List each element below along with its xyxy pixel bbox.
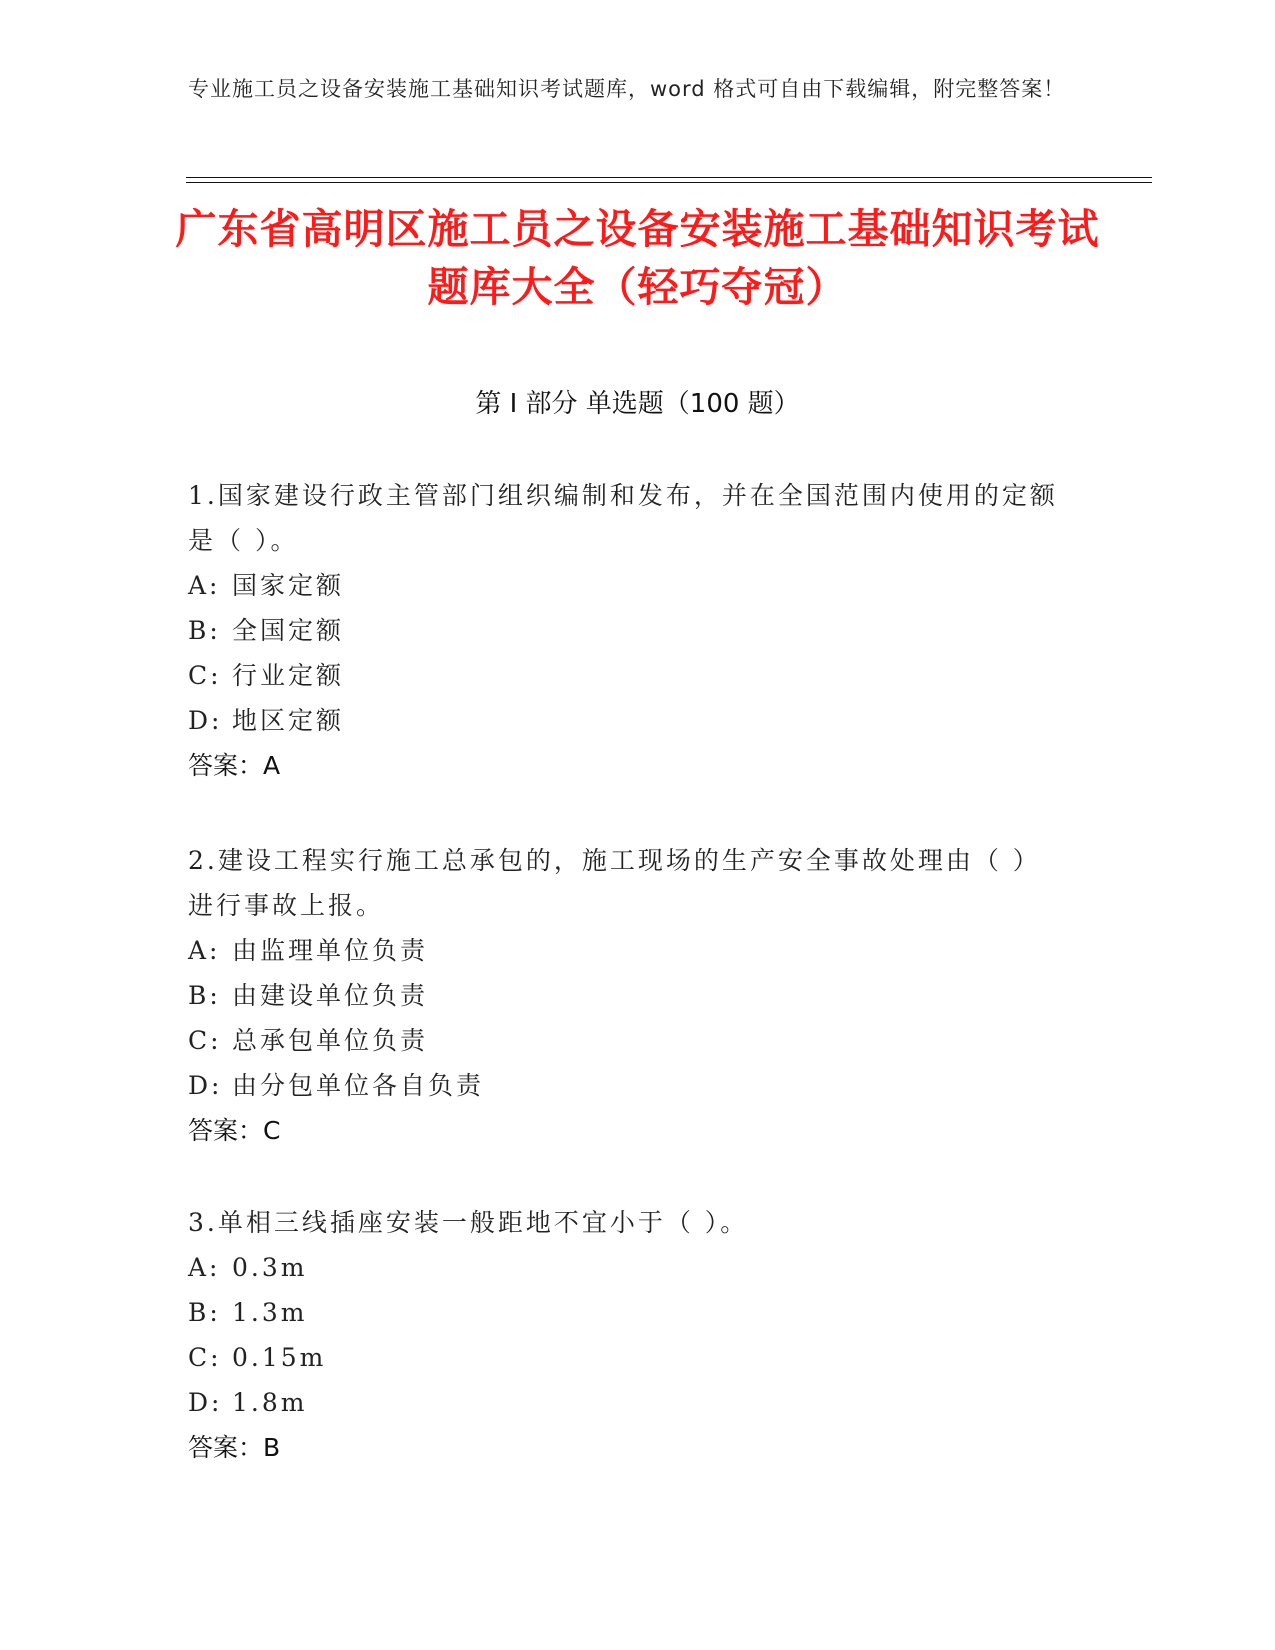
option-key: C:	[188, 1026, 222, 1055]
option-text: 由分包单位各自负责	[232, 1071, 485, 1100]
option-d	[188, 698, 1068, 743]
option-text: 行业定额	[232, 661, 345, 690]
question-1	[188, 473, 1068, 788]
option-key: B:	[188, 1298, 221, 1327]
option-key: D:	[188, 1071, 223, 1100]
option-b	[188, 1290, 1068, 1335]
option-key: B:	[188, 616, 221, 645]
option-text: 总承包单位负责	[232, 1026, 429, 1055]
answer: 答案：B	[188, 1433, 281, 1462]
option-key: A:	[188, 571, 221, 600]
option-b	[188, 608, 1068, 653]
header-divider-thick	[186, 177, 1152, 178]
option-text: 0.15m	[232, 1343, 327, 1372]
option-key: D:	[188, 706, 223, 735]
option-text: 由监理单位负责	[232, 936, 429, 965]
option-text: 全国定额	[232, 616, 345, 645]
header-divider-thin	[186, 182, 1152, 183]
document-title: 广东省高明区施工员之设备安装施工基础知识考试题库大全（轻巧夺冠）	[175, 205, 1100, 311]
option-c	[188, 653, 1068, 698]
option-text: 国家定额	[232, 571, 345, 600]
option-key: A:	[188, 1253, 221, 1282]
option-key: A:	[188, 936, 221, 965]
option-a	[188, 563, 1068, 608]
option-key: D:	[188, 1388, 223, 1417]
option-a	[188, 928, 1068, 973]
question-3	[188, 1200, 1068, 1470]
section-heading: 第 I 部分 单选题（100 题）	[475, 389, 800, 419]
option-text: 由建设单位负责	[232, 981, 429, 1010]
question-stem: 3.单相三线插座安装一般距地不宜小于（ ）。	[188, 1208, 749, 1237]
option-text: 1.3m	[232, 1298, 308, 1327]
question-2	[188, 838, 1068, 1153]
option-text: 地区定额	[232, 706, 345, 735]
option-d	[188, 1063, 1068, 1108]
option-text: 0.3m	[232, 1253, 308, 1282]
option-c	[188, 1335, 1068, 1380]
option-text: 1.8m	[232, 1388, 308, 1417]
question-stem: 1.国家建设行政主管部门组织编制和发布，并在全国范围内使用的定额是（ ）。	[188, 481, 1058, 555]
answer: 答案：C	[188, 1116, 281, 1145]
header-note: 专业施工员之设备安装施工基础知识考试题库，word 格式可自由下载编辑，附完整答案！	[188, 77, 1066, 101]
option-b	[188, 973, 1068, 1018]
option-key: B:	[188, 981, 221, 1010]
answer: 答案：A	[188, 751, 281, 780]
option-key: C:	[188, 1343, 222, 1372]
option-key: C:	[188, 661, 222, 690]
option-d	[188, 1380, 1068, 1425]
option-a	[188, 1245, 1068, 1290]
option-c	[188, 1018, 1068, 1063]
question-stem: 2.建设工程实行施工总承包的，施工现场的生产安全事故处理由（ ）进行事故上报。	[188, 846, 1041, 920]
